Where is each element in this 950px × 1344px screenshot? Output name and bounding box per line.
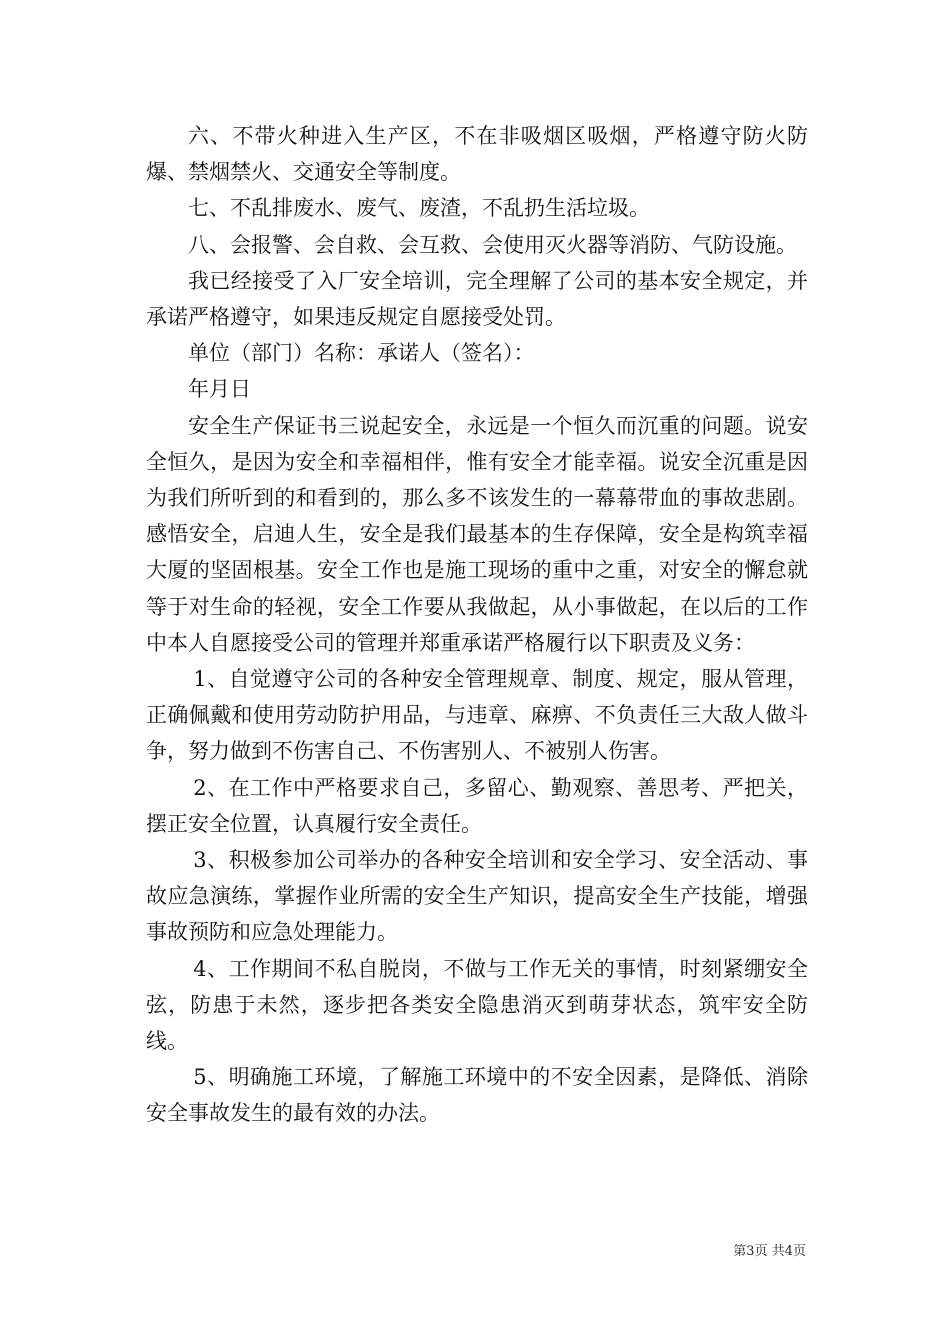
paragraph-date-line: 年月日 bbox=[188, 377, 251, 402]
footer-suffix: 页 bbox=[792, 1244, 806, 1259]
paragraph-duty-3: 3、积极参加公司举办的各种安全培训和安全学习、安全活动、事故应急演练，掌握作业所需的安全生产知识，提高安全生产技能，增强事故预防和应急处理能力。 bbox=[146, 848, 808, 945]
paragraph-rule-6: 六、不带火种进入生产区，不在非吸烟区吸烟，严格遵守防火防爆、禁烟禁火、交通安全等制度。 bbox=[146, 124, 808, 185]
paragraph-duty-4: 4、工作期间不私自脱岗，不做与工作无关的事情，时刻紧绷安全弦，防患于未然，逐步把各类安全隐患消灭到萌芽状态，筑牢安全防线。 bbox=[146, 956, 808, 1054]
footer-total-pages: 4 bbox=[784, 1244, 793, 1259]
paragraph-duty-5: 5、明确施工环境，了解施工环境中的不安全因素，是降低、消除安全事故发生的最有效的办法。 bbox=[146, 1065, 808, 1126]
paragraph-rule-8: 八、会报警、会自救、会互救、会使用灭火器等消防、气防设施。 bbox=[188, 232, 797, 257]
footer-prefix: 第 bbox=[733, 1244, 747, 1259]
paragraph-rule-7: 七、不乱排废水、废气、废渣，不乱扔生活垃圾。 bbox=[188, 196, 650, 221]
paragraph-signature-line: 单位（部门）名称：承诺人（签名）： bbox=[188, 341, 535, 366]
paragraph-pledge: 我已经接受了入厂安全培训，完全理解了公司的基本安全规定，并承诺严格遵守，如果违反规定自愿接受处罚。 bbox=[146, 268, 808, 330]
paragraph-duty-2: 2、在工作中严格要求自己，多留心、勤观察、善思考、严把关，摆正安全位置，认真履行安全责任。 bbox=[146, 775, 808, 836]
page-number-footer bbox=[733, 1243, 806, 1261]
paragraph-duty-1: 1、自觉遵守公司的各种安全管理规章、制度、规定，服从管理，正确佩戴和使用劳动防护用品，与违章、麻痹、不负责任三大敌人做斗争，努力做到不伤害自己、不伤害别人、不被别人伤害。 bbox=[146, 667, 808, 764]
footer-middle: 页 共 bbox=[754, 1244, 785, 1259]
paragraph-guarantee-intro: 安全生产保证书三说起安全，永远是一个恒久而沉重的问题。说安全恒久，是因为安全和幸福相伴，惟有安全才能幸福。说安全沉重是因为我们所听到的和看到的，那么多不该发生的一幕幕带血的事故悲剧。感悟安全，启迪人生，安全是我们最基本的生存保障，安全是构筑幸福大厦的坚固根基。安全工作也是施工现场的重中之重，对安全的懈怠就等于对生命的轻视，安全工作要从我做起，从小事做起，在以后的工作中本人自愿接受公司的管理并郑重承诺严格履行以下职责及义务： bbox=[146, 413, 808, 655]
footer-current-page: 3 bbox=[746, 1244, 755, 1259]
document-body bbox=[146, 118, 808, 1132]
